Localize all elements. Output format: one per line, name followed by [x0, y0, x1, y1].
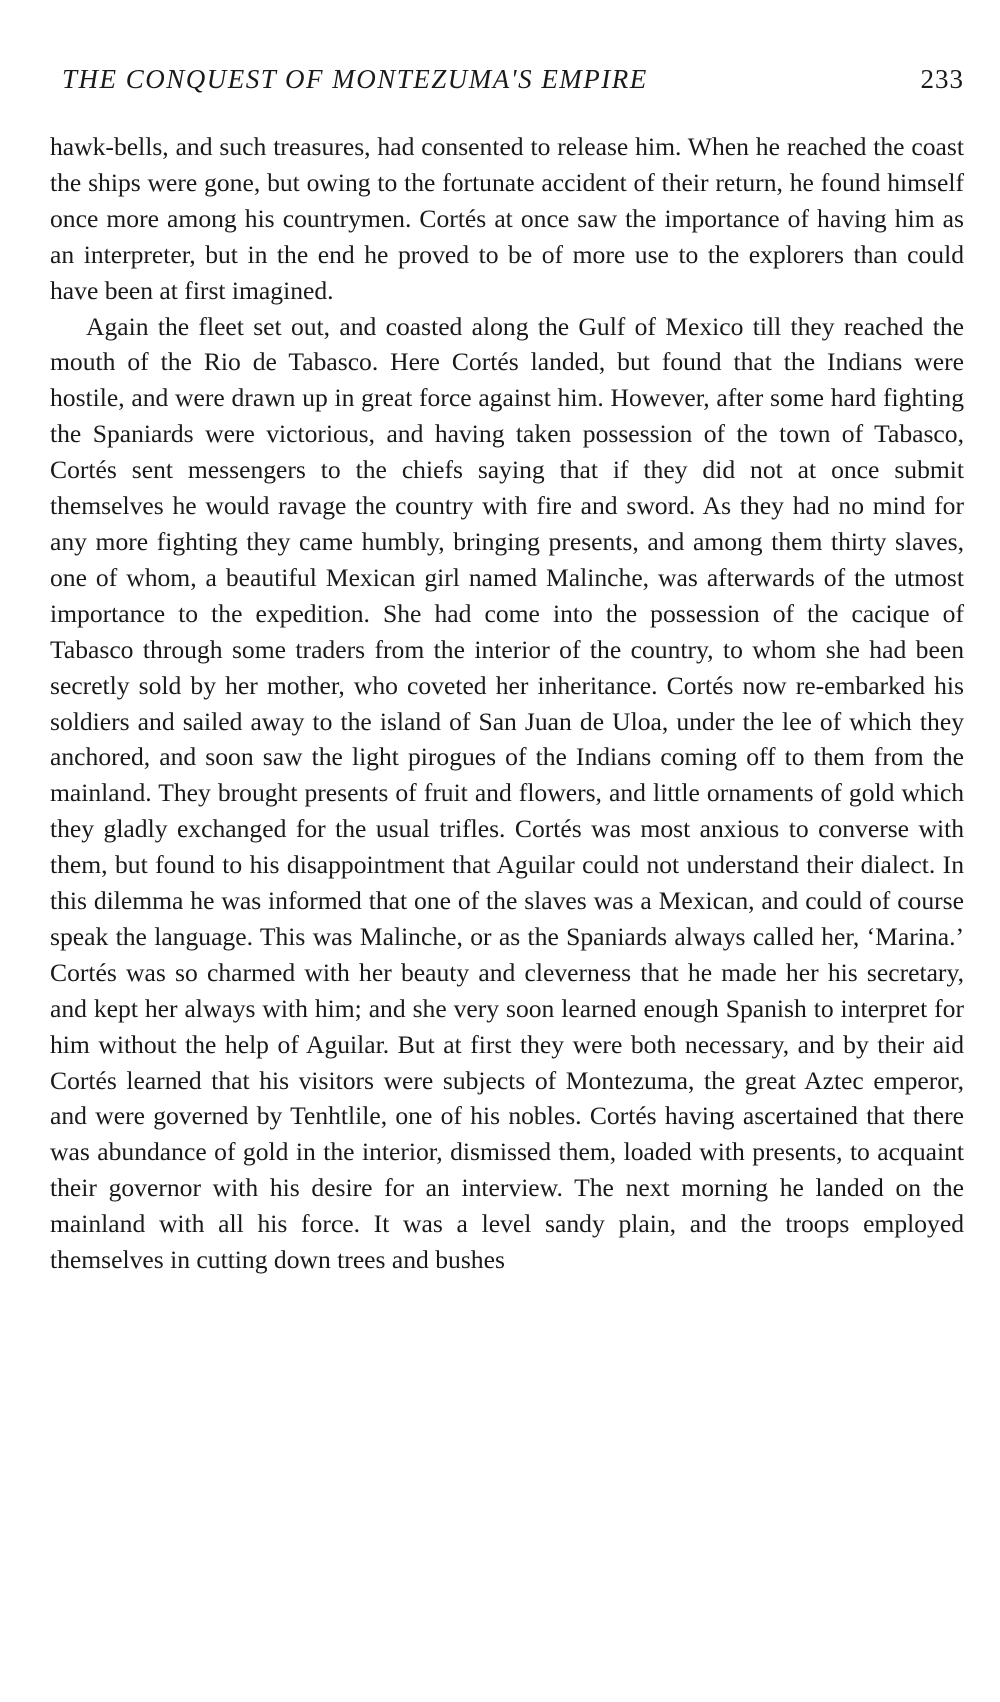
- page-number: 233: [920, 64, 964, 94]
- running-head-title: THE CONQUEST OF MONTEZUMA'S EMPIRE: [62, 64, 648, 94]
- running-head: [62, 64, 964, 104]
- paragraph: Again the fleet set out, and coasted along the Gulf of Mexico till they reached the mouth of the Rio de Tabasco. Here Cortés landed, but found that the Indians were hostile, and were drawn up in great force against him. However, after some hard fighting the Spaniards were victorious, and having taken possession of the town of Tabasco, Cortés sent messengers to the chiefs saying that if they did not at once submit themselves he would ravage the country with fire and sword. As they had no mind for any more fighting they came humbly, bringing presents, and among them thirty slaves, one of whom, a beautiful Mexican girl named Malinche, was afterwards of the utmost importance to the expedition. She had come into the possession of the cacique of Tabasco through some traders from the interior of the country, to whom she had been secretly sold by her mother, who coveted her inheritance. Cortés now re-embarked his soldiers and sailed away to the island of San Juan de Uloa, under the lee of which they anchored, and soon saw the light pirogues of the Indians coming off to them from the mainland. They brought presents of fruit and flowers, and little ornaments of gold which they gladly exchanged for the usual trifles. Cortés was most anxious to converse with them, but found to his disappointment that Aguilar could not understand their dialect. In this dilemma he was informed that one of the slaves was a Mexican, and could of course speak the language. This was Malinche, or as the Spaniards always called her, ‘Marina.’ Cortés was so charmed with her beauty and cleverness that he made her his secretary, and kept her always with him; and she very soon learned enough Spanish to interpret for him without the help of Aguilar. But at first they were both necessary, and by their aid Cortés learned that his visitors were subjects of Montezuma, the great Aztec emperor, and were governed by Tenhtlile, one of his nobles. Cortés having ascertained that there was abundance of gold in the interior, dismissed them, loaded with presents, to acquaint their governor with his desire for an interview. The next morning he landed on the mainland with all his force. It was a level sandy plain, and the troops employed themselves in cutting down trees and bushes: [50, 311, 964, 1275]
- body-text: [50, 129, 964, 1278]
- paragraph-continued: hawk-bells, and such treasures, had consented to release him. When he reached the coast the ships were gone, but owing to the fortunate accident of their return, he found himself once more among his countrymen. Cortés at once saw the importance of having him as an interpreter, but in the end he proved to be of more use to the explorers than could have been at first imagined.: [50, 132, 964, 305]
